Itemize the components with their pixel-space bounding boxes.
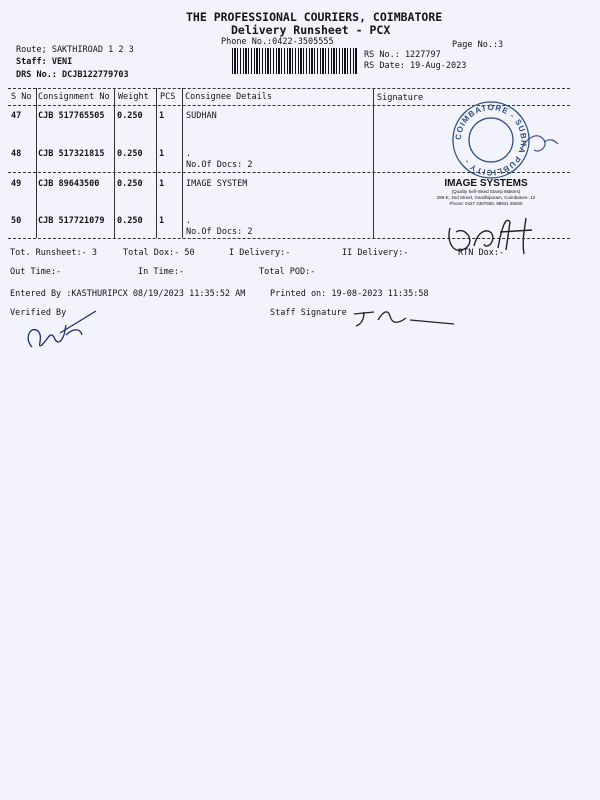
row-consignment: CJB 517765505 [38,111,105,121]
route: Route; SAKTHIROAD 1 2 3 [16,45,134,55]
column-divider [182,88,183,238]
tot-runsheet: Tot. Runsheet:- 3 [10,248,97,258]
column-divider [36,88,37,238]
svg-text:COIMBATORE - SUBHA PUBLICITY - [454,103,528,177]
image-systems-stamp [434,178,538,207]
rs-number: RS No.: 1227797 [364,50,441,60]
drs-number: DRS No.: DCJB122779703 [16,70,129,80]
column-divider [373,88,374,238]
in-time: In Time:- [138,267,185,277]
verifier-signature [20,305,100,355]
row-pcs: 1 [159,111,165,121]
entered-by: Entered By :KASTHURIPCX 08/19/2023 11:35:52 AM [10,289,246,299]
page-number: Page No.:3 [452,40,504,50]
verified-by: Verified By [10,308,67,318]
staff-signature-label: Staff Signature [270,308,347,318]
row-pcs: 1 [159,179,165,189]
stamp-round-text: COIMBATORE - SUBHA PUBLICITY - [453,102,529,178]
row-sno: 47 [11,111,22,121]
row-consignee: . [186,216,192,226]
column-header-signature: Signature [377,93,424,103]
column-divider [114,88,115,238]
row-sno: 50 [11,216,22,226]
column-divider [156,88,157,238]
row-sno: 49 [11,179,22,189]
row-consignee: SUDHAN [186,111,217,121]
stamp-tagline: (Quality Self-Inked Stamp Makers) [451,189,521,194]
barcode [232,48,358,74]
staff-signature-scribble [350,306,460,330]
row-docs: No.Of Docs: 2 [186,160,253,170]
printed-on: Printed on: 19-08-2023 11:35:58 [270,289,429,299]
column-header-consignment: Consignment No [38,92,110,102]
row-consignee: . [186,149,192,159]
column-header-weight: Weight [118,92,149,102]
out-time: Out Time:- [10,267,62,277]
row-signature-scribble [520,130,560,160]
company-name: THE PROFESSIONAL COURIERS, COIMBATORE [186,10,443,24]
ii-delivery: II Delivery:- [342,248,409,258]
stamp-address: 289-E, 2nd Street, Gandhipuram, Coimbatore -12 [436,195,536,200]
row-sno: 48 [11,149,22,159]
row-weight: 0.250 [117,216,143,226]
table-top-rule [8,88,570,89]
row-consignee: IMAGE SYSTEM [186,179,248,189]
rtn-dox: RTN Dox:- [458,248,505,258]
total-pod: Total POD:- [259,267,316,277]
row-pcs: 1 [159,216,165,226]
row-weight: 0.250 [117,149,143,159]
row-weight: 0.250 [117,111,143,121]
i-delivery: I Delivery:- [229,248,291,258]
column-header-consignee: Consignee Details [185,92,272,102]
stamp-company: IMAGE SYSTEMS [444,178,528,189]
stamp-phone: Phone: 0427 4387600, 98941 66500 [449,201,523,206]
total-dox: Total Dox:- 50 [123,248,195,258]
row-docs: No.Of Docs: 2 [186,227,253,237]
rs-date: RS Date: 19-Aug-2023 [364,61,467,71]
row-weight: 0.250 [117,179,143,189]
row-consignment: CJB 89643500 [38,179,100,189]
staff-name: Staff: VENI [16,57,73,67]
phone-number: Phone No.:0422-3505555 [221,37,334,47]
column-header-pcs: PCS [160,92,176,102]
runsheet-title: Delivery Runsheet - PCX [231,23,391,37]
row-consignment: CJB 517321815 [38,149,105,159]
column-header-sno: S No [11,92,32,102]
row-pcs: 1 [159,149,165,159]
row-consignment: CJB 517721079 [38,216,105,226]
